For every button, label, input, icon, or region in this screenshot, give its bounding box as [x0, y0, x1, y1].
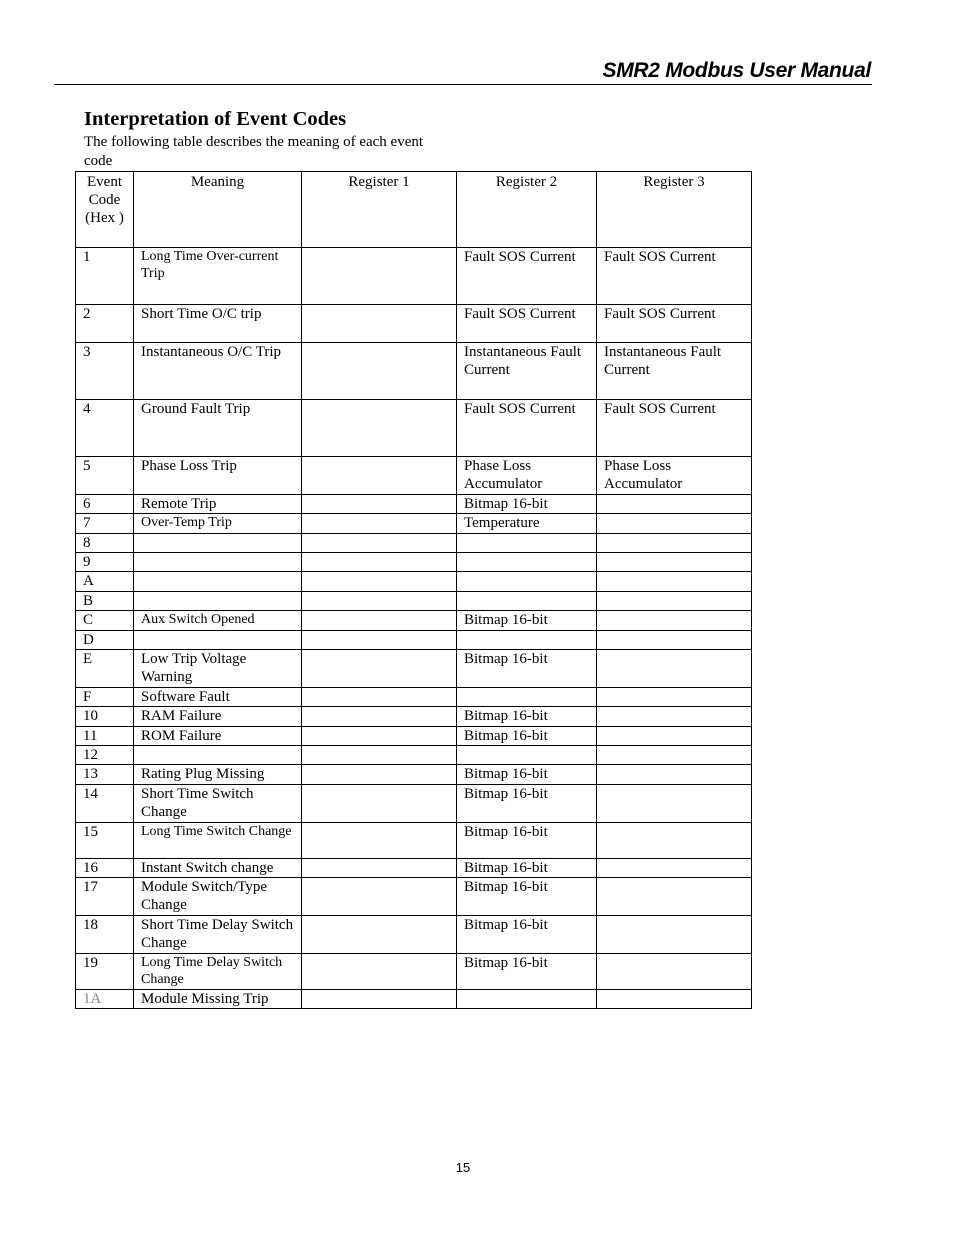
event-code-cell: E — [76, 650, 134, 688]
register-2-cell: Bitmap 16-bit — [457, 650, 597, 688]
table-row — [76, 631, 752, 650]
event-code-cell: 13 — [76, 765, 134, 785]
event-code-cell: 3 — [76, 343, 134, 400]
meaning-cell: Phase Loss Trip — [134, 457, 302, 495]
meaning-cell: Aux Switch Opened — [134, 611, 302, 631]
table-row — [76, 514, 752, 534]
table-row — [76, 553, 752, 572]
event-code-cell: D — [76, 631, 134, 650]
register-2-cell: Bitmap 16-bit — [457, 954, 597, 990]
meaning-cell: Remote Trip — [134, 495, 302, 514]
register-3-cell — [597, 990, 752, 1009]
meaning-cell: RAM Failure — [134, 707, 302, 727]
meaning-cell — [134, 572, 302, 592]
register-3-cell — [597, 631, 752, 650]
section-intro: The following table describes the meaning of each event code — [84, 134, 424, 169]
meaning-cell: Software Fault — [134, 688, 302, 707]
register-2-cell: Bitmap 16-bit — [457, 878, 597, 916]
register-2-cell — [457, 553, 597, 572]
register-3-cell — [597, 553, 752, 572]
table-row — [76, 343, 752, 400]
register-2-cell: Bitmap 16-bit — [457, 707, 597, 727]
event-code-cell: B — [76, 592, 134, 611]
register-1-cell — [302, 785, 457, 823]
event-code-cell: 6 — [76, 495, 134, 514]
table-row — [76, 495, 752, 514]
event-code-cell: 2 — [76, 305, 134, 343]
register-2-cell — [457, 572, 597, 592]
table-row — [76, 457, 752, 495]
meaning-cell: Module Switch/Type Change — [134, 878, 302, 916]
register-2-cell: Fault SOS Current — [457, 305, 597, 343]
meaning-cell: Short Time Switch Change — [134, 785, 302, 823]
register-3-cell — [597, 592, 752, 611]
register-1-cell — [302, 343, 457, 400]
meaning-cell — [134, 746, 302, 765]
table-row — [76, 878, 752, 916]
register-3-cell — [597, 954, 752, 990]
column-header-register-2: Register 2 — [457, 172, 597, 248]
register-1-cell — [302, 954, 457, 990]
register-1-cell — [302, 823, 457, 859]
register-1-cell — [302, 514, 457, 534]
register-3-cell — [597, 495, 752, 514]
meaning-cell: Over-Temp Trip — [134, 514, 302, 534]
table-row — [76, 400, 752, 457]
table-row — [76, 707, 752, 727]
register-3-cell: Instantaneous Fault Current — [597, 343, 752, 400]
event-code-cell: 18 — [76, 916, 134, 954]
table-row — [76, 765, 752, 785]
event-code-cell: 5 — [76, 457, 134, 495]
register-1-cell — [302, 495, 457, 514]
meaning-cell: ROM Failure — [134, 727, 302, 746]
register-3-cell — [597, 859, 752, 878]
manual-title: SMR2 Modbus User Manual — [602, 59, 871, 82]
register-2-cell: Temperature — [457, 514, 597, 534]
register-2-cell: Fault SOS Current — [457, 400, 597, 457]
register-2-cell: Instantaneous Fault Current — [457, 343, 597, 400]
table-row — [76, 746, 752, 765]
register-2-cell: Bitmap 16-bit — [457, 611, 597, 631]
register-2-cell: Bitmap 16-bit — [457, 916, 597, 954]
register-1-cell — [302, 990, 457, 1009]
register-3-cell — [597, 534, 752, 553]
register-1-cell — [302, 650, 457, 688]
register-2-cell: Bitmap 16-bit — [457, 765, 597, 785]
event-code-cell: 10 — [76, 707, 134, 727]
register-3-cell: Phase Loss Accumulator — [597, 457, 752, 495]
table-row — [76, 305, 752, 343]
table-header-row — [76, 172, 752, 248]
meaning-cell — [134, 631, 302, 650]
table-row — [76, 727, 752, 746]
event-code-cell: F — [76, 688, 134, 707]
table-body — [76, 248, 752, 1009]
event-codes-table — [75, 171, 752, 1009]
register-1-cell — [302, 707, 457, 727]
meaning-cell — [134, 534, 302, 553]
register-1-cell — [302, 631, 457, 650]
page-number: 15 — [455, 1160, 471, 1175]
table-row — [76, 785, 752, 823]
register-2-cell: Bitmap 16-bit — [457, 859, 597, 878]
meaning-cell: Rating Plug Missing — [134, 765, 302, 785]
meaning-cell: Long Time Over-current Trip — [134, 248, 302, 305]
register-1-cell — [302, 746, 457, 765]
register-1-cell — [302, 553, 457, 572]
register-1-cell — [302, 305, 457, 343]
event-code-cell: 1A — [76, 990, 134, 1009]
column-header-event-code: Event Code (Hex ) — [76, 172, 134, 248]
register-3-cell — [597, 878, 752, 916]
meaning-cell: Short Time Delay Switch Change — [134, 916, 302, 954]
register-3-cell — [597, 611, 752, 631]
table-row — [76, 990, 752, 1009]
register-2-cell — [457, 746, 597, 765]
register-3-cell — [597, 707, 752, 727]
register-1-cell — [302, 916, 457, 954]
register-3-cell — [597, 650, 752, 688]
register-3-cell — [597, 688, 752, 707]
table-row — [76, 688, 752, 707]
register-1-cell — [302, 400, 457, 457]
register-3-cell — [597, 765, 752, 785]
register-3-cell — [597, 572, 752, 592]
register-1-cell — [302, 859, 457, 878]
event-code-cell: 12 — [76, 746, 134, 765]
event-code-cell: C — [76, 611, 134, 631]
register-1-cell — [302, 878, 457, 916]
meaning-cell: Low Trip Voltage Warning — [134, 650, 302, 688]
table-row — [76, 650, 752, 688]
register-3-cell — [597, 746, 752, 765]
register-2-cell: Bitmap 16-bit — [457, 727, 597, 746]
register-2-cell: Bitmap 16-bit — [457, 823, 597, 859]
register-1-cell — [302, 765, 457, 785]
event-code-cell: A — [76, 572, 134, 592]
meaning-cell: Short Time O/C trip — [134, 305, 302, 343]
section-heading: Interpretation of Event Codes — [84, 108, 347, 130]
table-row — [76, 859, 752, 878]
table-row — [76, 954, 752, 990]
table-row — [76, 248, 752, 305]
event-code-cell: 4 — [76, 400, 134, 457]
column-header-register-3: Register 3 — [597, 172, 752, 248]
register-1-cell — [302, 592, 457, 611]
register-2-cell: Bitmap 16-bit — [457, 785, 597, 823]
meaning-cell: Instantaneous O/C Trip — [134, 343, 302, 400]
register-1-cell — [302, 688, 457, 707]
register-1-cell — [302, 611, 457, 631]
meaning-cell: Ground Fault Trip — [134, 400, 302, 457]
event-code-cell: 17 — [76, 878, 134, 916]
register-3-cell — [597, 727, 752, 746]
column-header-register-1: Register 1 — [302, 172, 457, 248]
register-2-cell — [457, 990, 597, 1009]
event-code-cell: 11 — [76, 727, 134, 746]
event-code-cell: 1 — [76, 248, 134, 305]
meaning-cell: Long Time Delay Switch Change — [134, 954, 302, 990]
register-3-cell: Fault SOS Current — [597, 400, 752, 457]
meaning-cell: Instant Switch change — [134, 859, 302, 878]
table-row — [76, 611, 752, 631]
register-2-cell: Fault SOS Current — [457, 248, 597, 305]
register-3-cell: Fault SOS Current — [597, 248, 752, 305]
register-1-cell — [302, 457, 457, 495]
register-2-cell — [457, 592, 597, 611]
table-row — [76, 534, 752, 553]
register-2-cell — [457, 631, 597, 650]
register-1-cell — [302, 248, 457, 305]
register-2-cell — [457, 688, 597, 707]
event-code-cell: 7 — [76, 514, 134, 534]
meaning-cell — [134, 553, 302, 572]
event-code-cell: 19 — [76, 954, 134, 990]
event-code-cell: 16 — [76, 859, 134, 878]
table-row — [76, 572, 752, 592]
header-divider — [54, 84, 872, 85]
register-2-cell — [457, 534, 597, 553]
meaning-cell: Long Time Switch Change — [134, 823, 302, 859]
table-row — [76, 823, 752, 859]
register-3-cell: Fault SOS Current — [597, 305, 752, 343]
table-row — [76, 592, 752, 611]
register-3-cell — [597, 916, 752, 954]
register-2-cell: Bitmap 16-bit — [457, 495, 597, 514]
register-1-cell — [302, 534, 457, 553]
register-1-cell — [302, 727, 457, 746]
event-code-cell: 9 — [76, 553, 134, 572]
register-2-cell: Phase Loss Accumulator — [457, 457, 597, 495]
event-code-cell: 8 — [76, 534, 134, 553]
register-1-cell — [302, 572, 457, 592]
event-code-cell: 14 — [76, 785, 134, 823]
register-3-cell — [597, 514, 752, 534]
meaning-cell — [134, 592, 302, 611]
event-code-cell: 15 — [76, 823, 134, 859]
register-3-cell — [597, 823, 752, 859]
table-row — [76, 916, 752, 954]
column-header-meaning: Meaning — [134, 172, 302, 248]
meaning-cell: Module Missing Trip — [134, 990, 302, 1009]
register-3-cell — [597, 785, 752, 823]
